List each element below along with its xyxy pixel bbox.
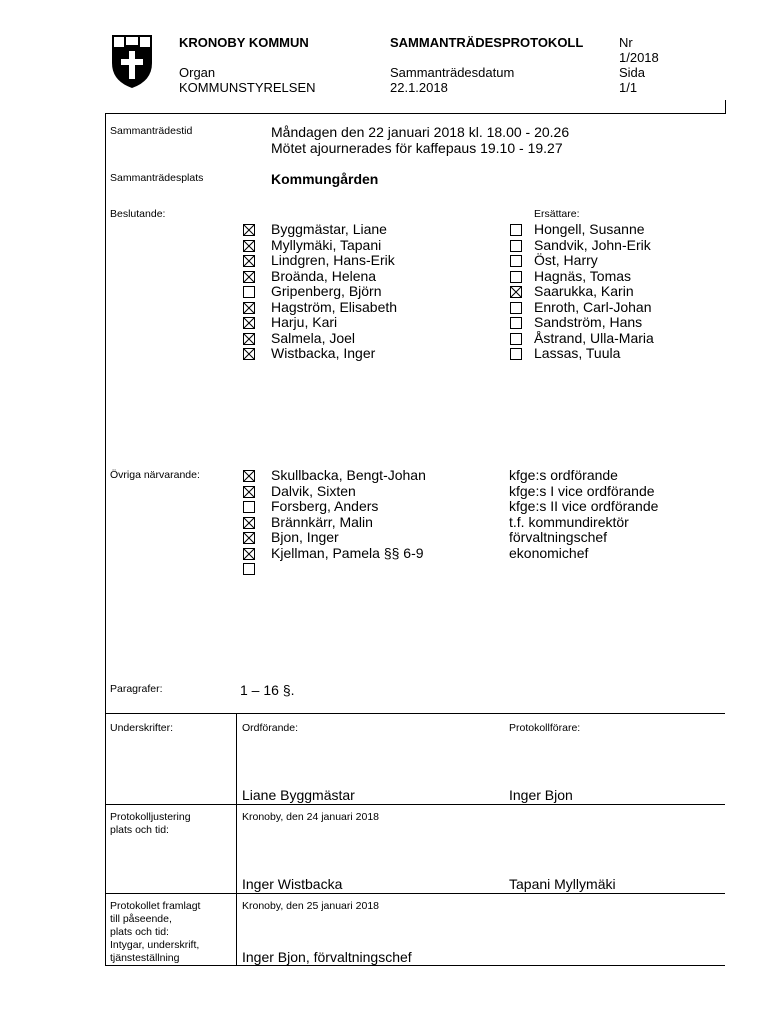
- checked-checkbox-icon: [243, 317, 255, 329]
- unchecked-checkbox-icon: [510, 271, 522, 283]
- member-name: Gripenberg, Björn: [271, 283, 382, 299]
- member-name: Harju, Kari: [271, 314, 338, 330]
- header-right-border: [725, 100, 726, 114]
- substitute-name: Hagnäs, Tomas: [534, 267, 632, 284]
- chair-name: Liane Byggmästar: [242, 787, 355, 803]
- unchecked-checkbox-icon: [510, 333, 522, 345]
- member-name: Lindgren, Hans-Erik: [271, 252, 395, 268]
- adjustment-place-time: Kronoby, den 24 januari 2018: [242, 811, 379, 823]
- checked-checkbox-icon: [243, 532, 255, 544]
- display-label-line: tjänsteställning: [110, 952, 180, 964]
- other-person-name: Skullbacka, Bengt-Johan: [271, 467, 426, 483]
- municipality-name: KRONOBY KOMMUN: [179, 35, 309, 50]
- others-name-list: [271, 468, 426, 577]
- coat-of-arms-icon: [110, 33, 154, 89]
- meeting-place-value: Kommungården: [271, 171, 379, 187]
- checked-checkbox-icon: [243, 255, 255, 267]
- substitute-name: Sandström, Hans: [534, 314, 643, 330]
- other-person-role: ekonomichef: [509, 544, 589, 561]
- checked-checkbox-icon: [510, 286, 522, 298]
- page-label: Sida: [619, 65, 646, 80]
- organ-value: KOMMUNSTYRELSEN: [179, 80, 316, 95]
- meeting-time-line2: Mötet ajournerades för kaffepaus 19.10 - 19.27: [271, 140, 563, 156]
- other-person-role: kfge:s II vice ordförande: [509, 498, 659, 514]
- secretary-name: Inger Bjon: [509, 787, 573, 803]
- checked-checkbox-icon: [243, 333, 255, 345]
- substitute-list: [534, 222, 654, 362]
- unchecked-checkbox-icon: [510, 302, 522, 314]
- left-border: [105, 113, 106, 966]
- other-person-name: Brännkärr, Malin: [271, 513, 373, 530]
- decision-makers-label: Beslutande:: [110, 208, 166, 220]
- date-label: Sammanträdesdatum: [390, 65, 515, 80]
- page-value: 1/1: [619, 80, 638, 95]
- display-label-line: till påseende,: [110, 913, 172, 925]
- adjustment-top-line: [105, 804, 725, 805]
- checked-checkbox-icon: [243, 240, 255, 252]
- member-name: Byggmästar, Liane: [271, 221, 387, 237]
- checked-checkbox-icon: [243, 517, 255, 529]
- other-person-name: Bjon, Inger: [271, 529, 339, 545]
- checked-checkbox-icon: [243, 348, 255, 360]
- nr-value: 1/2018: [619, 50, 659, 65]
- adjustment-label-line1: Protokolljustering: [110, 811, 191, 823]
- unchecked-checkbox-icon: [510, 255, 522, 267]
- paragraphs-value: 1 – 16 §.: [240, 682, 295, 698]
- display-top-line: [105, 893, 725, 894]
- member-name: Wistbacka, Inger: [271, 345, 376, 361]
- other-person-role: förvaltningschef: [509, 529, 608, 545]
- member-name: Hagström, Elisabeth: [271, 298, 398, 315]
- meeting-place-label: Sammanträdesplats: [110, 172, 204, 184]
- signature-column-divider: [236, 713, 237, 965]
- header-divider: [105, 113, 725, 114]
- other-person-name: Kjellman, Pamela §§ 6-9: [271, 544, 424, 561]
- substitute-name: Åstrand, Ulla-Maria: [534, 329, 654, 346]
- unchecked-checkbox-icon: [510, 224, 522, 236]
- unchecked-checkbox-icon: [243, 501, 255, 513]
- others-label: Övriga närvarande:: [110, 469, 200, 481]
- member-name: Myllymäki, Tapani: [271, 236, 382, 253]
- other-person-name: Forsberg, Anders: [271, 498, 379, 514]
- document-type: SAMMANTRÄDESPROTOKOLL: [390, 35, 584, 50]
- paragraphs-label: Paragrafer:: [110, 683, 163, 695]
- checked-checkbox-icon: [243, 486, 255, 498]
- unchecked-checkbox-icon: [510, 317, 522, 329]
- nr-label: Nr: [619, 35, 633, 50]
- display-place-time: Kronoby, den 25 januari 2018: [242, 900, 379, 912]
- member-list: [271, 222, 397, 362]
- substitutes-label: Ersättare:: [534, 208, 580, 220]
- substitute-name: Öst, Harry: [534, 252, 598, 268]
- member-name: Salmela, Joel: [271, 329, 356, 346]
- display-label-line: Protokollet framlagt: [110, 900, 201, 912]
- member-name: Broända, Helena: [271, 267, 377, 284]
- checked-checkbox-icon: [243, 224, 255, 236]
- display-signer: Inger Bjon, förvaltningschef: [242, 949, 412, 965]
- organ-label: Organ: [179, 65, 216, 80]
- substitute-name: Lassas, Tuula: [534, 345, 621, 361]
- unchecked-checkbox-icon: [510, 240, 522, 252]
- meeting-time-label: Sammanträdestid: [110, 125, 193, 137]
- others-role-list: [509, 468, 658, 561]
- other-person-role: kfge:s ordförande: [509, 467, 618, 483]
- adjustment-label-line2: plats och tid:: [110, 824, 169, 836]
- display-bottom-line: [105, 965, 725, 966]
- other-person-role: t.f. kommundirektör: [509, 513, 629, 530]
- checked-checkbox-icon: [243, 470, 255, 482]
- other-person-name: [271, 561, 426, 577]
- unchecked-checkbox-icon: [243, 286, 255, 298]
- unchecked-checkbox-icon: [243, 563, 255, 575]
- checked-checkbox-icon: [243, 548, 255, 560]
- adjustment-signer-1: Inger Wistbacka: [242, 876, 343, 892]
- secretary-label: Protokollförare:: [509, 722, 581, 734]
- unchecked-checkbox-icon: [510, 348, 522, 360]
- signatures-label: Underskrifter:: [110, 722, 174, 734]
- checked-checkbox-icon: [243, 302, 255, 314]
- substitute-name: Saarukka, Karin: [534, 283, 634, 299]
- substitute-name: Hongell, Susanne: [534, 221, 645, 237]
- display-label-line: plats och tid:: [110, 926, 169, 938]
- substitute-name: Sandvik, John-Erik: [534, 236, 651, 253]
- display-label: [110, 900, 200, 965]
- display-label-line: Intygar, underskrift,: [110, 939, 200, 951]
- date-value: 22.1.2018: [390, 80, 448, 95]
- adjustment-signer-2: Tapani Myllymäki: [509, 876, 616, 892]
- other-person-role: kfge:s I vice ordförande: [509, 482, 655, 499]
- other-person-name: Dalvik, Sixten: [271, 482, 356, 499]
- signatures-top-line: [105, 713, 725, 714]
- meeting-time-line1: Måndagen den 22 januari 2018 kl. 18.00 - 20.26: [271, 124, 570, 140]
- chair-label: Ordförande:: [242, 722, 299, 734]
- checked-checkbox-icon: [243, 271, 255, 283]
- substitute-name: Enroth, Carl-Johan: [534, 298, 652, 315]
